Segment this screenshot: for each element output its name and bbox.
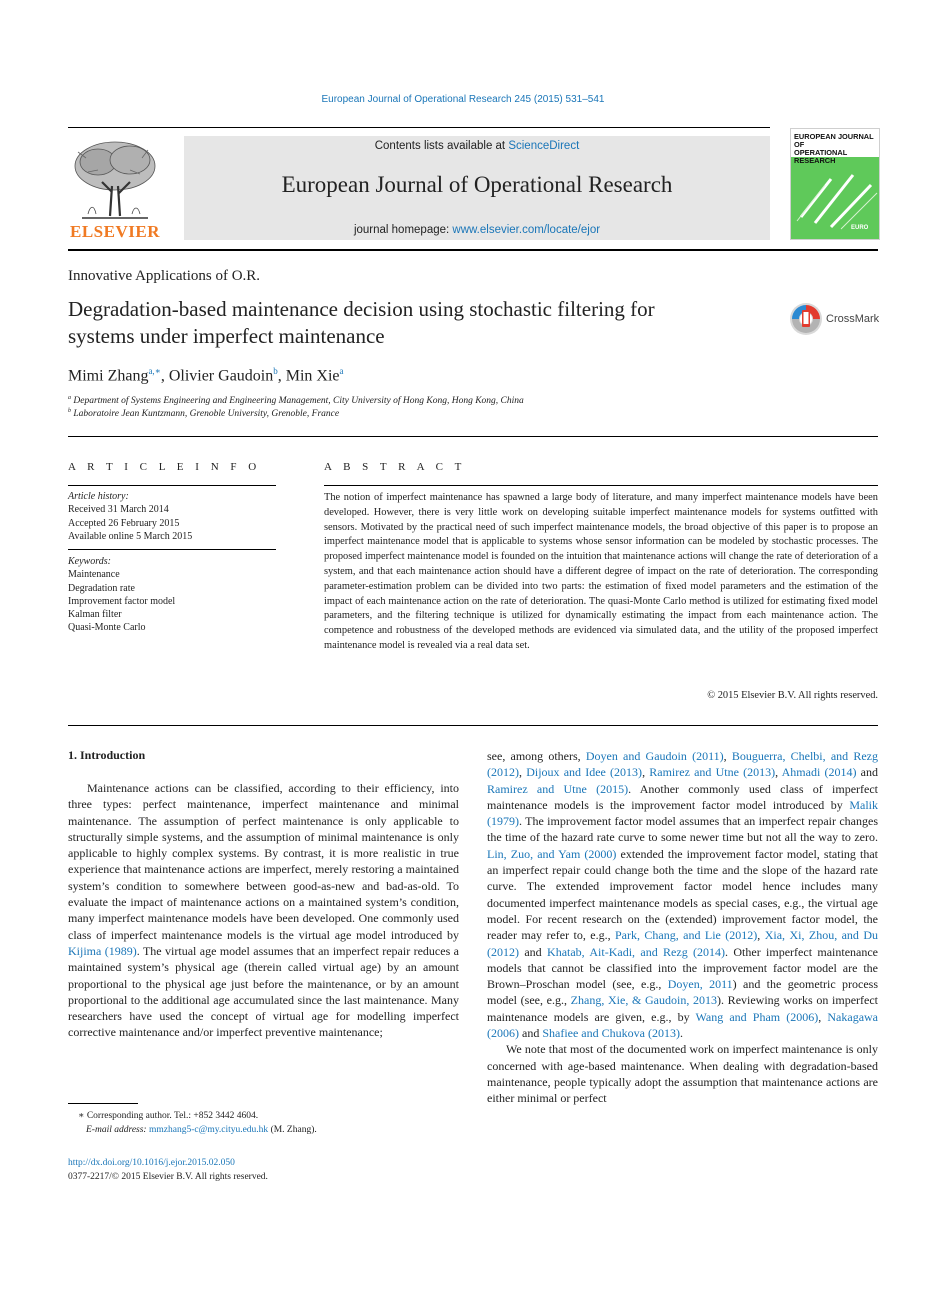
history-item: Accepted 26 February 2015 [68, 517, 180, 529]
journal-title: European Journal of Operational Research [281, 172, 673, 197]
contents-prefix: Contents lists available at [374, 140, 509, 152]
body-column-left [68, 780, 459, 1041]
footnote-corresponding [68, 1110, 317, 1124]
paper-title-line1: Degradation-based maintenance decision using stochastic filtering for [68, 297, 655, 321]
keywords-label: Keywords: [68, 556, 111, 567]
reference-link[interactable]: Ahmadi (2014) [781, 765, 857, 780]
abstract-bottom-rule [68, 725, 878, 726]
paragraph-text: extended the improvement factor model, stating that an imperfect repair could change both the time and the slope of the hazard rate curve. The extended improvement factor model hence includes many documented imperfect maintenance models as special cases, e.g., the virtual age model. For recent research on the (extended) improvement factor model, the reader may refer to, e.g., [487, 846, 878, 943]
separator: and [856, 765, 878, 780]
doi-block [68, 1157, 268, 1184]
email-label: E-mail address: [86, 1124, 149, 1135]
header-rule-top [68, 127, 770, 128]
keyword-item: Quasi-Monte Carlo [68, 622, 146, 634]
paragraph-text: . Another commonly used class of imperfect maintenance models is the improvement factor model introduced by [487, 781, 879, 812]
elsevier-wordmark: ELSEVIER [70, 222, 160, 241]
separator: , [818, 1009, 828, 1024]
separator: and [519, 1026, 543, 1041]
history-item: Available online 5 March 2015 [68, 530, 193, 542]
section-heading-introduction: 1. Introduction [68, 748, 146, 762]
affiliation-a [68, 395, 524, 406]
reference-link[interactable]: Dijoux and Idee (2013) [526, 765, 643, 780]
reference-link[interactable]: Wang and Pham (2006) [695, 1009, 819, 1024]
keyword-item: Kalman filter [68, 609, 122, 621]
keywords-rule [68, 549, 276, 550]
author-name[interactable]: Min Xie [285, 367, 340, 385]
paragraph-text: ). Reviewing works on imperfect maintenance models are given, e.g., by [487, 993, 878, 1024]
footnote-email [68, 1124, 317, 1138]
reference-link[interactable]: Ramirez and Utne (2015) [487, 781, 629, 796]
article-info-heading: A R T I C L E I N F O [68, 461, 261, 473]
separator: , [642, 765, 650, 780]
paragraph-text: . The improvement factor model assumes that an imperfect repair changes the time of the hazard rate curve to some newer time but not all the way to zero. [487, 814, 878, 845]
crossmark-badge[interactable] [789, 302, 885, 338]
author-separator: , [277, 367, 286, 385]
journal-citation[interactable] [0, 94, 926, 105]
reference-link[interactable]: Doyen and Gaudoin (2011) [585, 749, 724, 763]
author-list [68, 366, 344, 385]
separator: , [519, 765, 527, 780]
affiliation-text: Laboratoire Jean Kuntzmann, Grenoble University, Grenoble, France [73, 409, 340, 420]
abstract-copyright: © 2015 Elsevier B.V. All rights reserved. [707, 690, 878, 701]
journal-homepage-link[interactable]: www.elsevier.com/locate/ejor [452, 224, 601, 236]
author-affiliation-marker[interactable]: a,∗ [148, 366, 161, 376]
cover-badge: EURO [851, 225, 869, 231]
email-suffix: (M. Zhang). [268, 1124, 317, 1135]
reference-link[interactable]: Shafiee and Chukova (2013) [542, 1026, 680, 1041]
affiliation-b [68, 408, 339, 419]
abstract-text: The notion of imperfect maintenance has spawned a large body of literature, and many imperfect maintenance models have been developed. However, there is very little work on developing suitable imperfect maintenance models for systems outfitted with sensors. Motivated by the practical need of such imperfect maintenance models, the broad objective of this paper is to propose an imperfect maintenance model that is applicable to systems whose sensor information can be modeled by stochastic processes. The proposed imperfect maintenance model is founded on the intuition that maintenance actions will change the rate of deterioration of a system, and that each maintenance action should have a different degree of impact on the rate of deterioration. The corresponding parameter-estimation problem can be divided into two parts: the estimation of fixed model parameters and the estimation of the impact of each maintenance action on the rate of deterioration. The quasi-Monte Carlo method is utilized for estimating fixed model parameters, and the filtering technique is utilized for dynamically estimating the impact from each maintenance action. The competence and robustness of the developed methods are evidenced via simulated data, and the utility of the proposed imperfect maintenance model is revealed via a real data set. [324, 492, 878, 651]
paragraph-text: ) and the geometric process model (see, e.g., [487, 977, 879, 1008]
keyword-item: Maintenance [68, 569, 120, 581]
reference-link[interactable]: Khatab, Ait-Kadi, and Rezg (2014) [547, 944, 726, 959]
sciencedirect-link[interactable]: ScienceDirect [508, 140, 580, 152]
separator: , [775, 765, 782, 780]
abstract-heading: A B S T R A C T [324, 461, 466, 473]
article-history [68, 490, 192, 543]
reference-link[interactable]: Nakagawa (2006) [487, 1009, 879, 1041]
cover-title-line1: EUROPEAN JOURNAL OF [794, 132, 874, 149]
reference-link[interactable]: Ramirez and Utne (2013) [649, 765, 776, 780]
reference-link[interactable]: Malik (1979) [487, 797, 878, 829]
keyword-item: Improvement factor model [68, 595, 176, 607]
author-affiliation-marker[interactable]: a [339, 366, 344, 376]
separator: . [679, 1026, 683, 1041]
paragraph [68, 780, 459, 1041]
keyword-item: Degradation rate [68, 582, 135, 594]
paragraph [487, 748, 878, 1041]
paragraph-text: . Other imperfect maintenance models that cannot be classified into the improvement factor model are the Brown–Proschan model (see, e.g., [487, 944, 879, 992]
reference-link[interactable]: Xia, Xi, Zhou, and Du (2012) [487, 928, 879, 959]
history-label: Article history: [68, 491, 129, 502]
abstract-rule [324, 485, 878, 486]
history-item: Received 31 March 2014 [68, 504, 169, 516]
issn-line: 0377-2217/© 2015 Elsevier B.V. All rights reserved. [68, 1171, 268, 1182]
paragraph-text: Maintenance actions can be classified, according to their efficiency, into three types: perfect maintenance, imperfect maintenance and minimal maintenance. The assumption of perfect maintenance is only applicable to structurally simple systems, and the assumption of minimal maintenance is only applicable to highly complex systems. By contrast, it is more realistic in true experience that maintenance actions are imperfect, merely restoring a maintained system’s condition to somewhere between good-as-new and bad-as-old. To evaluate the impact of maintenance actions on a maintained system’s condition, many imperfect maintenance models have been developed. One commonly used class of imperfect maintenance models is the virtual age model introduced by [68, 781, 459, 942]
citation-link[interactable]: European Journal of Operational Research 245 (2015) 531–541 [321, 94, 605, 105]
doi-link[interactable]: http://dx.doi.org/10.1016/j.ejor.2015.02.050 [68, 1158, 235, 1168]
affiliation-text: Department of Systems Engineering and Engineering Management, City University of Hong Kong, Hong Kong, China [73, 396, 524, 407]
reference-link[interactable]: Bouguerra, Chelbi, and Rezg (2012) [487, 749, 878, 780]
header-rule-bottom [68, 249, 878, 251]
affiliation-rule [68, 436, 878, 437]
author-name[interactable]: Mimi Zhang [68, 367, 149, 385]
paragraph-text: . The virtual age model assumes that an imperfect repair reduces a maintained system’s physical age (therein called virtual age) by an amount proportional to the physical age just before the maintenance, or by an amount proportional to the additional age accumulated since the last maintenance. Many researchers have used the concept of virtual age for modelling imperfect corrective maintenance and/or imperfect preventive maintenance; [68, 943, 459, 1040]
homepage-line [184, 224, 770, 236]
email-link[interactable]: mmzhang5-c@my.cityu.edu.hk [148, 1124, 269, 1135]
reference-link[interactable]: Doyen, 2011 [667, 977, 733, 992]
author-separator: , [160, 367, 169, 385]
crossmark-label: CrossMark [826, 313, 880, 325]
separator: , [723, 749, 732, 763]
separator: , [757, 928, 765, 943]
reference-link[interactable]: Lin, Zuo, and Yam (2000) [487, 846, 617, 861]
affiliation-marker: b [68, 408, 71, 414]
paragraph-text: see, among others, [487, 749, 586, 763]
author-name[interactable]: Olivier Gaudoin [168, 367, 274, 385]
journal-cover-thumbnail[interactable] [790, 128, 880, 240]
cover-title-band [791, 129, 879, 165]
footnote [68, 1110, 317, 1137]
contents-line [184, 140, 770, 152]
paper-title [68, 296, 768, 350]
footnote-rule [68, 1103, 138, 1104]
crossmark-icon [789, 302, 823, 336]
elsevier-tree-icon [68, 136, 162, 222]
footnote-marker: ∗ [78, 1111, 85, 1121]
paper-title-line2: systems under imperfect maintenance [68, 324, 385, 348]
reference-link[interactable]: Kijima (1989) [68, 943, 137, 958]
separator: and [519, 944, 548, 959]
journal-banner [184, 136, 770, 240]
author-affiliation-marker[interactable]: b [273, 366, 278, 376]
body-column-right [487, 748, 878, 1107]
reference-link[interactable]: Park, Chang, and Lie (2012) [615, 928, 758, 943]
article-info-rule [68, 485, 276, 486]
section-type: Innovative Applications of O.R. [68, 268, 261, 284]
paragraph: We note that most of the documented work on imperfect maintenance is only concerned with age-based maintenance. When dealing with degradation-based maintenance, people typically adopt the assumption that maintenance actions are either minimal or perfect [487, 1042, 878, 1106]
reference-link[interactable]: Zhang, Xie, & Gaudoin, 2013 [570, 993, 718, 1008]
footnote-text: Corresponding author. Tel.: +852 3442 4604. [84, 1111, 259, 1121]
keywords [68, 555, 175, 635]
homepage-prefix: journal homepage: [353, 224, 453, 236]
affiliation-marker: a [68, 395, 71, 401]
cover-title-line2: OPERATIONAL RESEARCH [794, 148, 848, 165]
